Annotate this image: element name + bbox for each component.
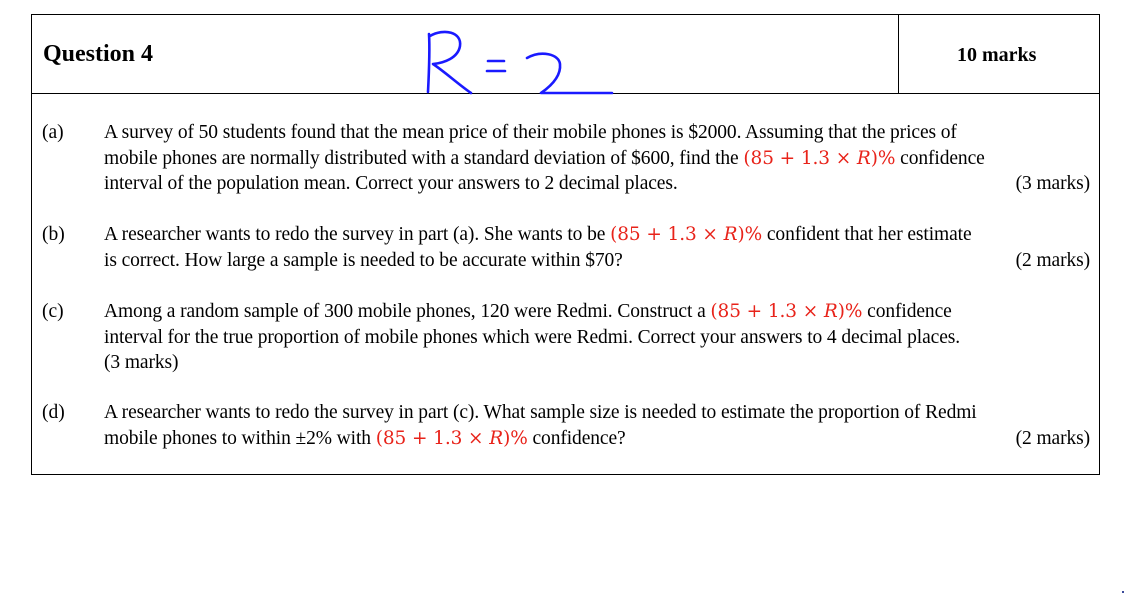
text-line — [104, 222, 1090, 248]
confidence-expression: (85 + 1.3 × R)% — [610, 224, 763, 245]
marks-cell — [898, 15, 1100, 93]
text-segment: confident that her estimate — [766, 224, 972, 245]
part-label: (d) — [42, 402, 65, 423]
text-segment: Among a random sample of 300 mobile phones, 120 were Redmi. Construct a — [104, 301, 706, 322]
text-segment: mobile phones to within ±2% with (85 + 1.3 × R)% confidence? — [104, 427, 626, 449]
part-text — [104, 299, 1090, 376]
text-line — [104, 426, 1090, 452]
confidence-expression: (85 + 1.3 × R)% — [375, 427, 528, 449]
text-segment: confidence — [900, 147, 985, 169]
text-line — [104, 171, 1090, 197]
part-marks: (2 marks) — [1015, 249, 1090, 271]
total-marks: 10 marks — [957, 44, 1037, 66]
text-line: interval for the true proportion of mobile phones which were Redmi. Correct your answers to 4 decimal places. — [104, 326, 961, 348]
part-label: (a) — [42, 122, 64, 143]
part-marks: (3 marks) — [1015, 173, 1090, 194]
text-line — [104, 299, 1090, 325]
text-segment: is correct. How large a sample is needed to be accurate within $70? — [104, 249, 623, 271]
question-box — [31, 14, 1100, 475]
confidence-expression: (85 + 1.3 × R)% — [743, 147, 896, 169]
text-line — [104, 146, 1090, 172]
part-text — [104, 222, 1090, 273]
stray-mark — [1122, 591, 1124, 593]
part-marks: (2 marks) — [1015, 427, 1090, 449]
question-header — [32, 15, 1099, 94]
part-text — [104, 400, 1090, 451]
question-title: Question 4 — [43, 41, 154, 67]
text-segment: confidence — [867, 301, 952, 322]
text-line: A researcher wants to redo the survey in part (c). What sample size is needed to estimate the proportion of Redmi — [104, 402, 977, 423]
part-label: (c) — [42, 301, 64, 322]
part-text — [104, 120, 1090, 197]
text-segment: interval of the population mean. Correct your answers to 2 decimal places. — [104, 173, 678, 194]
text-segment: A researcher wants to redo the survey in part (a). She wants to be — [104, 224, 606, 245]
text-line: A survey of 50 students found that the mean price of their mobile phones is $2000. Assuming that the prices of — [104, 122, 957, 143]
confidence-expression: (85 + 1.3 × R)% — [710, 301, 863, 322]
part-label: (b) — [42, 224, 65, 245]
text-segment: mobile phones are normally distributed with a standard deviation of $600, find the — [104, 147, 739, 169]
part-marks: (3 marks) — [104, 352, 179, 373]
text-line — [104, 248, 1090, 274]
